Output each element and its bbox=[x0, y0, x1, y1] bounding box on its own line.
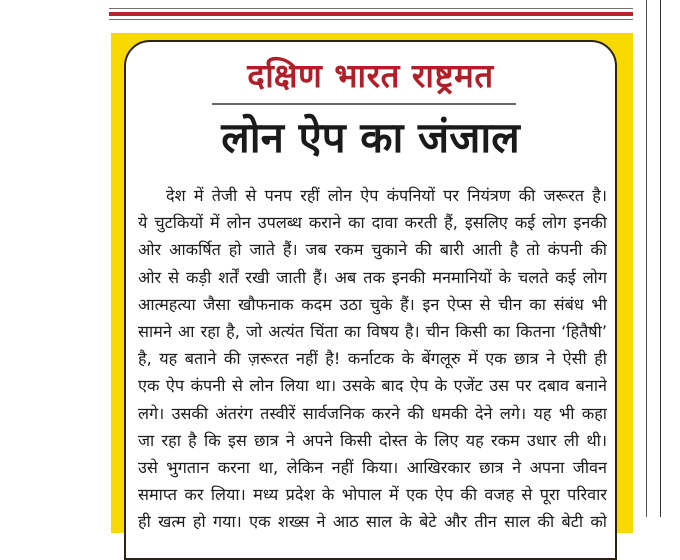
body-line: ओर से कड़ी शर्तें रखी जाती हैं। अब तक इनकी मनमानियों के चलते कई लोग bbox=[138, 267, 607, 287]
editorial-panel bbox=[124, 40, 617, 560]
article-headline: लोन ऐप का जंजाल bbox=[221, 113, 520, 162]
article-body bbox=[138, 182, 607, 536]
body-line: देश में तेजी से पनप रहीं लोन ऐप कंपनियों पर नियंत्रण की जरूरत है। bbox=[166, 186, 607, 205]
page-edge-line bbox=[660, 0, 661, 517]
column-divider-line bbox=[646, 0, 647, 517]
body-line: एक ऐप कंपनी से लोन लिया था। उसके बाद ऐप के एजेंट उस पर दबाव बनाने bbox=[138, 376, 607, 396]
body-line: ये चुटकियों में लोन उपलब्ध कराने का दावा करती हैं, इसलिए कई लोग इनकी bbox=[138, 213, 607, 233]
masthead-title: दक्षिण भारत राष्ट्रमत bbox=[247, 56, 494, 95]
body-line: ओर आकर्षित हो जाते हैं। जब रकम चुकाने की बारी आती है तो कंपनी की bbox=[138, 240, 607, 260]
body-line: समाप्त कर लिया। मध्य प्रदेश के भोपाल में एक ऐप की वजह से पूरा परिवार bbox=[138, 485, 607, 505]
body-line: है, यह बताने की ज़रूरत नहीं है! कर्नाटक के बेंगलूरु में एक छात्र ने ऐसी ही bbox=[138, 349, 607, 369]
top-rule-upper bbox=[109, 8, 633, 9]
body-line: ही खत्म हो गया। एक शख्स ने आठ साल के बेटे और तीन साल की बेटी को bbox=[138, 512, 607, 532]
body-line: आत्महत्या जैसा खौफनाक कदम उठा चुके हैं। इन ऐप्स से चीन का संबंध भी bbox=[138, 294, 607, 314]
body-line: उसे भुगतान करना था, लेकिन नहीं किया। आखिरकार छात्र ने अपना जीवन bbox=[138, 458, 607, 478]
body-line: जा रहा है कि इस छात्र ने अपने किसी दोस्त के लिए यह रकम उधार ली थी। bbox=[138, 430, 607, 450]
top-rule-lower bbox=[109, 19, 633, 20]
editorial-frame bbox=[111, 33, 633, 533]
masthead-divider bbox=[212, 103, 516, 105]
body-line: सामने आ रहा है, जो अत्यंत चिंता का विषय है। चीन किसी का कितना ‘हितैषी’ bbox=[138, 322, 607, 342]
body-line: लगे। उसकी अंतरंग तस्वीरें सार्वजनिक करने की धमकी देने लगे। यह भी कहा bbox=[138, 403, 607, 423]
top-rule-red bbox=[109, 12, 633, 16]
